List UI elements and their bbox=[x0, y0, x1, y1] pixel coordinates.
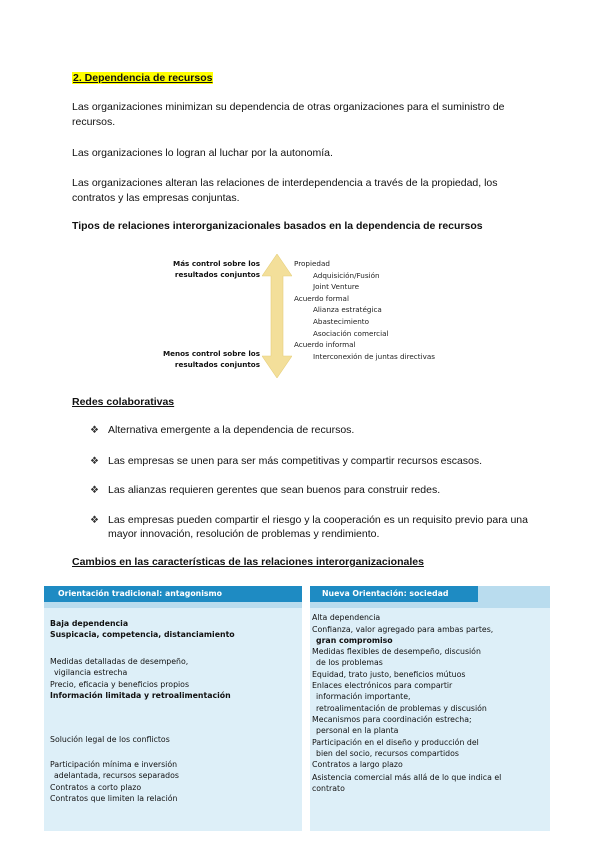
table-cell: Asistencia comercial más allá de lo que indica el bbox=[312, 773, 502, 782]
list-item-text: Las empresas pueden compartir el riesgo y la cooperación es un requisito previo para una mayor innovación, resolución de problemas y rendimiento. bbox=[108, 514, 528, 540]
type-item: Acuerdo informal bbox=[294, 340, 356, 350]
paragraph-2: Las organizaciones lo logran al luchar por la autonomía. bbox=[72, 147, 333, 159]
table-cell: Alta dependencia bbox=[312, 613, 381, 622]
left-column-header: Orientación tradicional: antagonismo bbox=[44, 586, 304, 602]
table-cell: Solución legal de los conflictos bbox=[50, 735, 170, 744]
table-cell: personal en la planta bbox=[316, 726, 399, 735]
diamond-bullet-icon: ❖ bbox=[90, 515, 99, 526]
table-cell: vigilancia estrecha bbox=[54, 668, 128, 677]
table-cell: retroalimentación de problemas y discusión bbox=[316, 704, 487, 713]
table-cell: Mecanismos para coordinación estrecha; bbox=[312, 715, 472, 724]
paragraph-1: Las organizaciones minimizan su dependencia de otras organizaciones para el suministro de recursos. bbox=[72, 101, 505, 128]
table-cell: Contratos a corto plazo bbox=[50, 783, 142, 792]
less-control-label bbox=[150, 348, 260, 370]
table-cell: Confianza, valor agregado para ambas partes, bbox=[312, 625, 494, 634]
diamond-bullet-icon: ❖ bbox=[90, 456, 99, 467]
diamond-bullet-icon: ❖ bbox=[90, 425, 99, 436]
table-cell: Contratos que limiten la relación bbox=[50, 794, 178, 803]
table-cell: contrato bbox=[312, 784, 345, 793]
less-control-line-2: resultados conjuntos bbox=[174, 360, 260, 369]
table-cell: Enlaces electrónicos para compartir bbox=[312, 681, 453, 690]
type-item: Acuerdo formal bbox=[294, 293, 349, 303]
less-control-line-1: Menos control sobre los bbox=[162, 349, 260, 358]
dependence-figure bbox=[150, 252, 460, 380]
more-control-line-2: resultados conjuntos bbox=[174, 270, 260, 279]
table-cell: Información limitada y retroalimentación bbox=[50, 691, 231, 700]
type-item: Interconexión de juntas directivas bbox=[313, 351, 435, 361]
type-item: Adquisición/Fusión bbox=[313, 270, 380, 280]
cambios-heading: Cambios en las características de las relaciones interorganizacionales bbox=[72, 556, 424, 568]
table-cell: de los problemas bbox=[316, 658, 383, 667]
table-cell: Participación en el diseño y producción del bbox=[312, 738, 479, 747]
table-cell: adelantada, recursos separados bbox=[54, 771, 179, 780]
table-cell: Equidad, trato justo, beneficios mútuos bbox=[312, 670, 466, 679]
table-cell: información importante, bbox=[316, 692, 411, 701]
paragraph-3: Las organizaciones alteran las relaciones de interdependencia a través de la propiedad, los contratos y las empresas conjuntas. bbox=[72, 177, 498, 204]
tipos-heading: Tipos de relaciones interorganizacionales basados en la dependencia de recursos bbox=[72, 220, 483, 232]
table-cell: bien del socio, recursos compartidos bbox=[316, 749, 459, 758]
more-control-label bbox=[160, 258, 260, 280]
more-control-line-1: Más control sobre los bbox=[173, 259, 260, 268]
type-item: Abastecimiento bbox=[313, 316, 370, 326]
type-item: Alianza estratégica bbox=[313, 305, 382, 315]
comparison-table bbox=[44, 586, 550, 831]
diamond-bullet-icon: ❖ bbox=[90, 485, 99, 496]
table-cell: gran compromiso bbox=[316, 636, 393, 645]
list-item-text: Las alianzas requieren gerentes que sean buenos para construir redes. bbox=[108, 484, 441, 496]
table-cell: Contratos a largo plazo bbox=[312, 760, 403, 769]
table-cell: Suspicacia, competencia, distanciamiento bbox=[50, 630, 235, 639]
table-cell: Medidas flexibles de desempeño, discusión bbox=[312, 647, 481, 656]
right-column-header: Nueva Orientación: sociedad bbox=[308, 586, 478, 602]
table-cell: Medidas detalladas de desempeño, bbox=[50, 657, 189, 666]
list-item-text: Las empresas se unen para ser más competitivas y compartir recursos escasos. bbox=[108, 455, 483, 467]
list-item-text: Alternativa emergente a la dependencia de recursos. bbox=[108, 424, 355, 436]
table-cell: Participación mínima e inversión bbox=[50, 760, 178, 769]
type-item: Joint Venture bbox=[313, 282, 360, 292]
redes-heading: Redes colaborativas bbox=[72, 396, 175, 408]
type-item: Asociación comercial bbox=[313, 328, 389, 338]
relationship-type-list bbox=[294, 258, 435, 362]
double-arrow-icon bbox=[262, 254, 292, 378]
section-heading: 2. Dependencia de recursos bbox=[73, 72, 213, 84]
column-divider bbox=[302, 586, 310, 831]
table-cell: Baja dependencia bbox=[50, 619, 129, 628]
table-cell: Precio, eficacia y beneficios propios bbox=[50, 680, 190, 689]
type-item: Propiedad bbox=[294, 259, 330, 268]
